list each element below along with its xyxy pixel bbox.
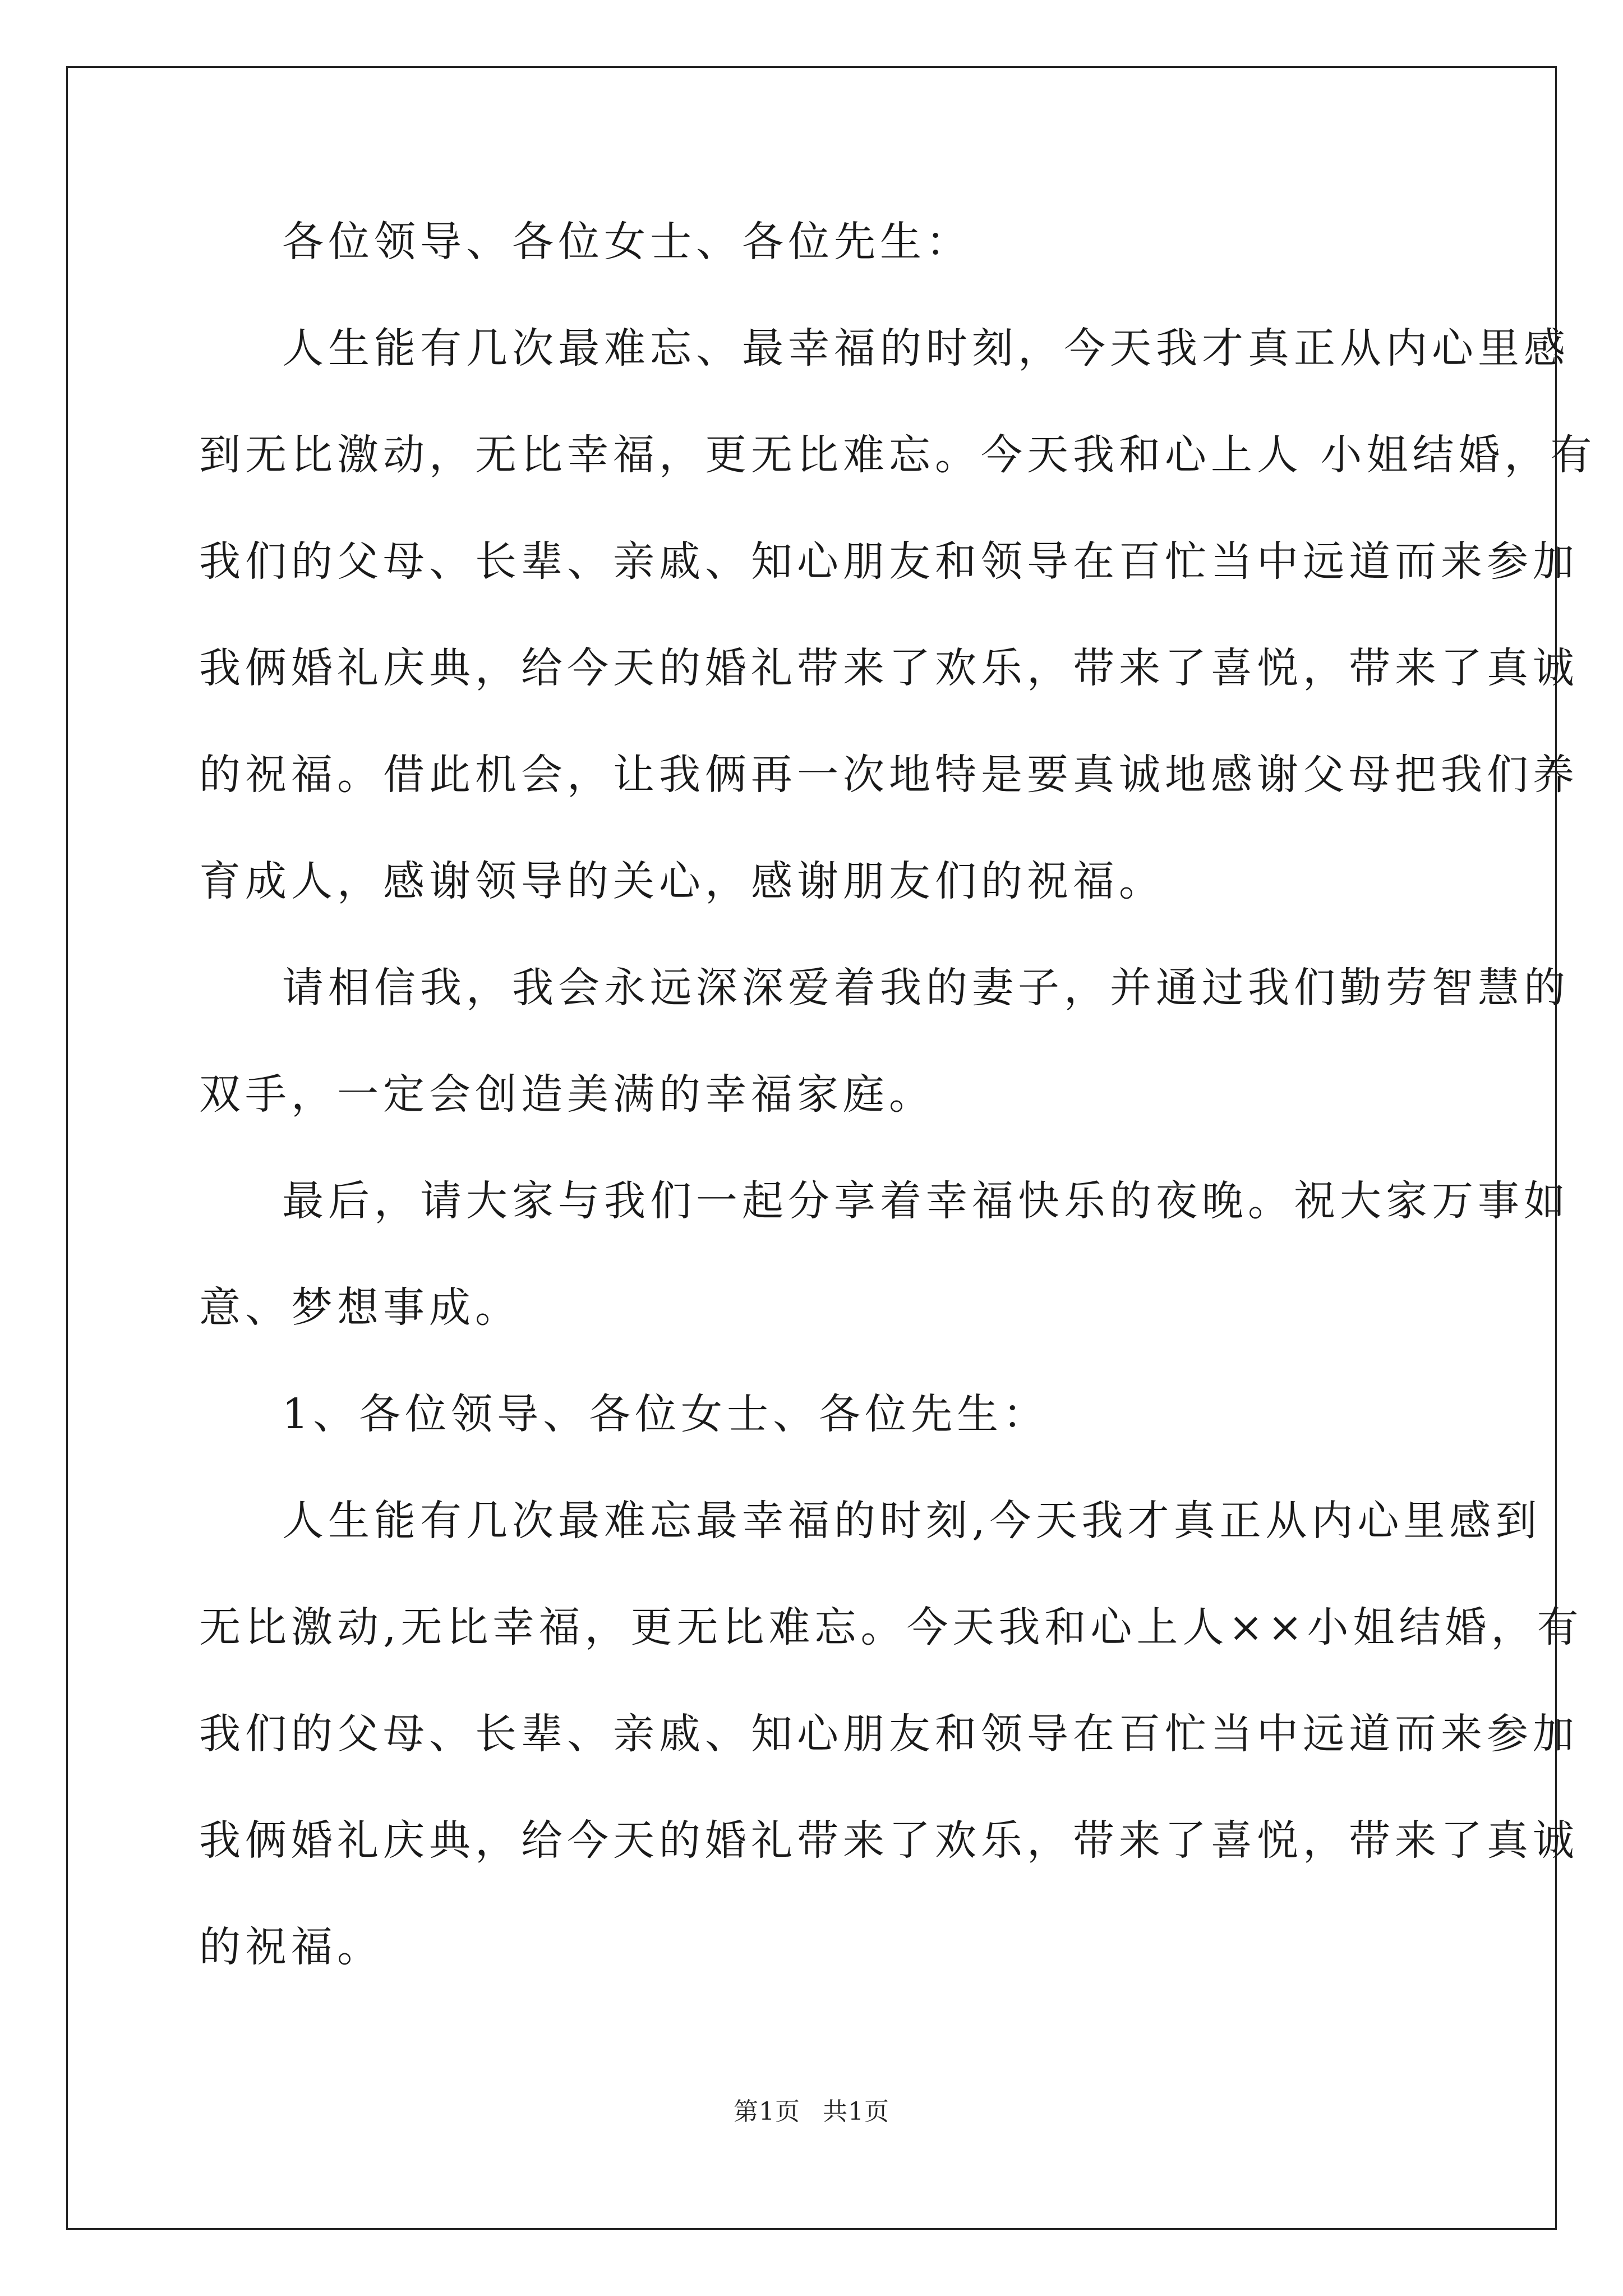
page-footer — [0, 2091, 1623, 2127]
page-total: 共1页 — [823, 2097, 889, 2126]
line-02: 人生能有几次最难忘、最幸福的时刻，今天我才真正从内心里感 — [282, 324, 1570, 372]
line-08: 请相信我，我会永远深深爱着我的妻子，并通过我们勤劳智慧的 — [282, 964, 1570, 1012]
line-14: 无比激动,无比幸福，更无比难忘。今天我和心上人××小姐结婚，有 — [199, 1603, 1583, 1651]
line-10: 最后，请大家与我们一起分享着幸福快乐的夜晚。祝大家万事如 — [282, 1177, 1570, 1225]
line-06: 的祝福。借此机会，让我俩再一次地特是要真诚地感谢父母把我们养 — [199, 751, 1579, 799]
line-15: 我们的父母、长辈、亲戚、知心朋友和领导在百忙当中远道而来参加 — [199, 1710, 1579, 1758]
line-07: 育成人，感谢领导的关心，感谢朋友们的祝福。 — [199, 857, 1165, 905]
line-12: 1、各位领导、各位女士、各位先生： — [282, 1390, 1049, 1438]
line-04: 我们的父母、长辈、亲戚、知心朋友和领导在百忙当中远道而来参加 — [199, 537, 1579, 586]
line-13: 人生能有几次最难忘最幸福的时刻,今天我才真正从内心里感到 — [282, 1497, 1542, 1545]
page-number: 第1页 — [734, 2097, 800, 2126]
line-16: 我俩婚礼庆典，给今天的婚礼带来了欢乐，带来了喜悦，带来了真诚 — [199, 1816, 1579, 1865]
line-03: 到无比激动，无比幸福，更无比难忘。今天我和心上人 小姐结婚，有 — [199, 431, 1597, 479]
line-01: 各位领导、各位女士、各位先生： — [282, 218, 972, 266]
document-body — [199, 215, 1597, 2027]
line-11: 意、梦想事成。 — [199, 1283, 521, 1332]
line-17: 的祝福。 — [199, 1923, 383, 1971]
line-05: 我俩婚礼庆典，给今天的婚礼带来了欢乐，带来了喜悦，带来了真诚 — [199, 644, 1579, 692]
line-09: 双手，一定会创造美满的幸福家庭。 — [199, 1070, 935, 1119]
